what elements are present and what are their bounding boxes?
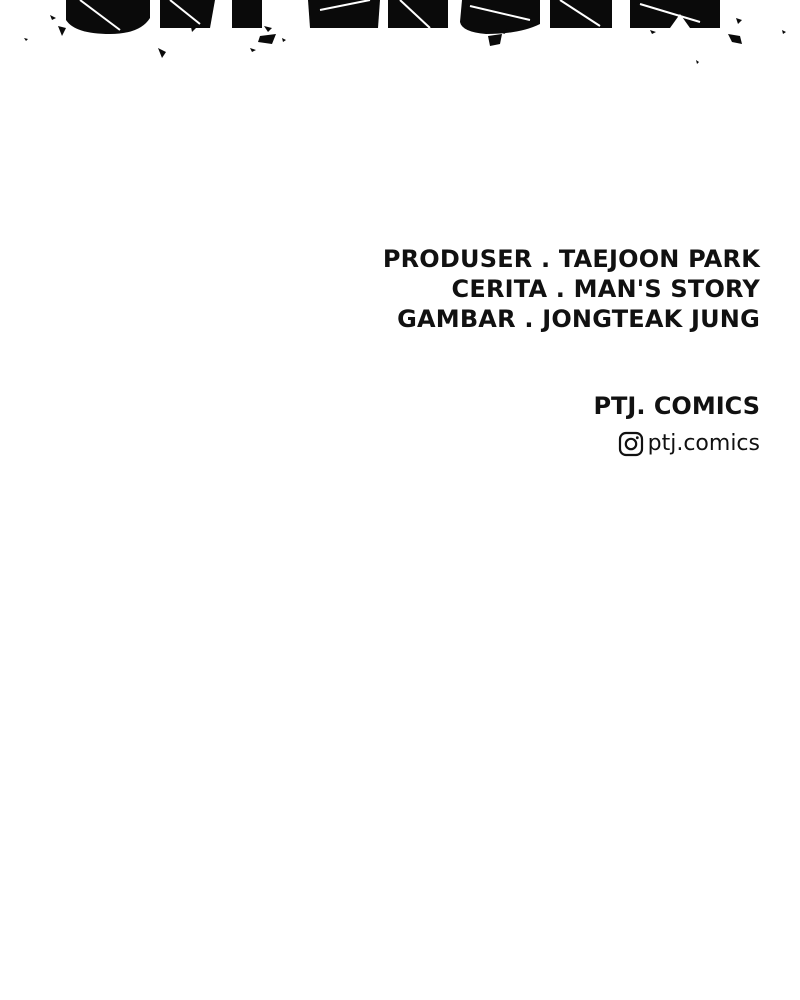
instagram-handle: ptj.comics <box>647 431 760 456</box>
instagram-icon <box>618 431 644 457</box>
title-logo-fragment <box>0 0 800 70</box>
publisher-name: PTJ. COMICS <box>593 392 760 420</box>
story-credit: CERITA . MAN'S STORY <box>451 275 760 303</box>
credits-block <box>383 244 760 334</box>
instagram-link[interactable] <box>618 430 760 458</box>
art-credit: GAMBAR . JONGTEAK JUNG <box>397 305 760 333</box>
producer-credit: PRODUSER . TAEJOON PARK <box>382 245 760 273</box>
